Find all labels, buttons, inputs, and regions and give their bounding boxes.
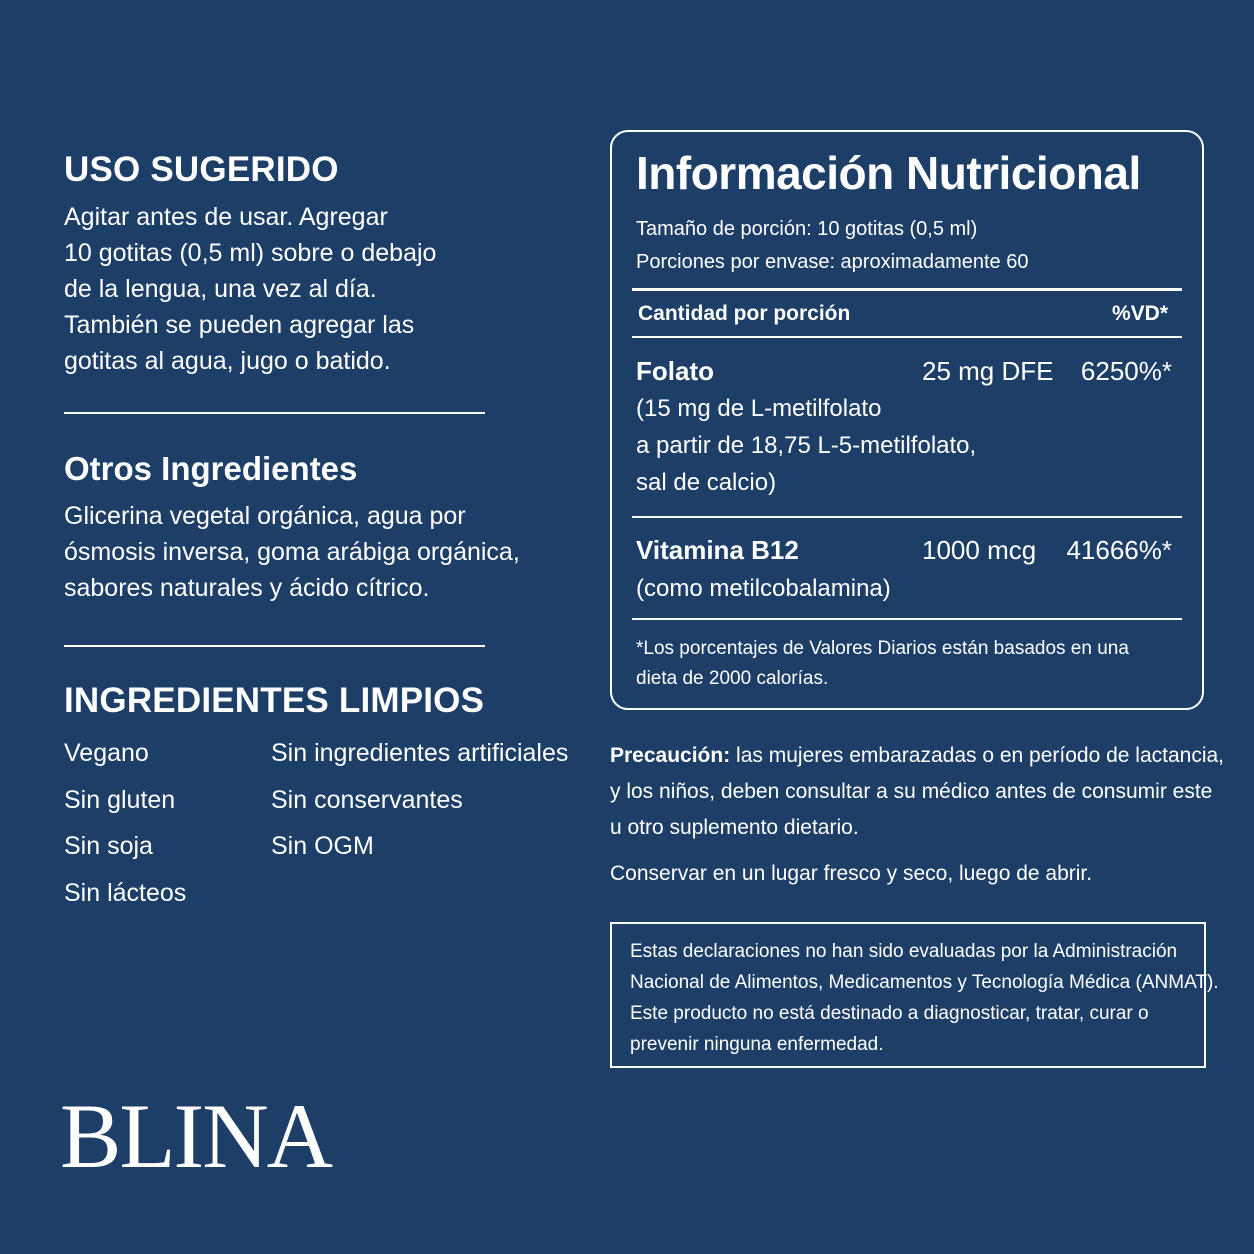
ingredients-line: sabores naturales y ácido cítrico. — [64, 574, 430, 602]
usage-line: de la lengua, una vez al día. — [64, 275, 377, 303]
footnote-line: *Los porcentajes de Valores Diarios están basados en una — [636, 638, 1129, 659]
usage-line: Agitar antes de usar. Agregar — [64, 203, 388, 231]
caution-text — [610, 738, 1224, 846]
divider — [64, 645, 485, 647]
nutrition-panel — [610, 130, 1204, 710]
amount-column-header: Cantidad por porción — [638, 302, 851, 325]
usage-line: También se pueden agregar las — [64, 311, 415, 339]
nutrient-detail-line: sal de calcio) — [636, 469, 777, 496]
disclaimer-line: Este producto no está destinado a diagnosticar, tratar, curar o — [630, 1003, 1149, 1024]
caution-line — [610, 738, 1224, 774]
clean-item: Sin lácteos — [64, 879, 187, 907]
other-ingredients-heading: Otros Ingredientes — [64, 450, 358, 487]
nutrient-dv: 6250%* — [1080, 356, 1172, 386]
caution-line: u otro suplemento dietario. — [610, 816, 859, 839]
panel-rule — [632, 288, 1182, 291]
footnote-line: dieta de 2000 calorías. — [636, 668, 829, 689]
panel-rule — [632, 336, 1182, 338]
nutrient-dv: 41666%* — [1066, 535, 1172, 565]
brand-logo: BLINA — [60, 1085, 332, 1187]
panel-rule — [632, 618, 1182, 620]
ingredients-line: Glicerina vegetal orgánica, agua por — [64, 502, 466, 530]
nutrient-detail — [636, 570, 891, 607]
usage-line: gotitas al agua, jugo o batido. — [64, 347, 391, 375]
clean-item: Sin conservantes — [271, 786, 463, 814]
clean-item: Sin soja — [64, 832, 153, 860]
disclaimer-line: Nacional de Alimentos, Medicamentos y Tecnología Médica (ANMAT). — [630, 972, 1219, 993]
ingredients-line: ósmosis inversa, goma arábiga orgánica, — [64, 538, 520, 566]
disclaimer-line: prevenir ninguna enfermedad. — [630, 1034, 884, 1055]
nutrient-detail-line: a partir de 18,75 L-5-metilfolato, — [636, 432, 977, 459]
caution-line: y los niños, deben consultar a su médico antes de consumir este — [610, 780, 1213, 803]
nutrient-name: Folato — [636, 356, 714, 386]
nutrient-name: Vitamina B12 — [636, 535, 799, 565]
dv-footnote — [636, 634, 1129, 694]
clean-item: Vegano — [64, 739, 149, 767]
clean-ingredients-heading: INGREDIENTES LIMPIOS — [64, 681, 485, 720]
serving-size: Tamaño de porción: 10 gotitas (0,5 ml) — [636, 218, 978, 240]
caution-label: Precaución: — [610, 744, 731, 767]
dv-column-header: %VD* — [1111, 302, 1168, 325]
caution-first-line-rest: las mujeres embarazadas o en período de lactancia, — [730, 744, 1225, 767]
nutrient-detail — [636, 390, 976, 501]
nutrient-amount: 25 mg DFE — [922, 356, 1054, 386]
clean-item: Sin gluten — [64, 786, 176, 814]
servings-per-container: Porciones por envase: aproximadamente 60 — [636, 251, 1029, 273]
storage-text: Conservar en un lugar fresco y seco, luego de abrir. — [610, 862, 1093, 885]
disclaimer-box — [610, 922, 1219, 1068]
usage-line: 10 gotitas (0,5 ml) sobre o debajo — [64, 239, 437, 267]
nutrient-detail-line: (como metilcobalamina) — [636, 575, 891, 602]
nutrient-amount: 1000 mcg — [922, 535, 1037, 565]
divider — [64, 412, 485, 414]
usage-heading: USO SUGERIDO — [64, 150, 339, 189]
disclaimer-line: Estas declaraciones no han sido evaluadas por la Administración — [630, 941, 1178, 962]
other-ingredients-text — [64, 498, 520, 606]
clean-item: Sin ingredientes artificiales — [271, 739, 569, 767]
nutrient-detail-line: (15 mg de L-metilfolato — [636, 395, 882, 422]
panel-rule — [632, 516, 1182, 518]
usage-text — [64, 199, 436, 379]
clean-item: Sin OGM — [271, 832, 374, 860]
nutrition-title: Información Nutricional — [636, 147, 1141, 199]
